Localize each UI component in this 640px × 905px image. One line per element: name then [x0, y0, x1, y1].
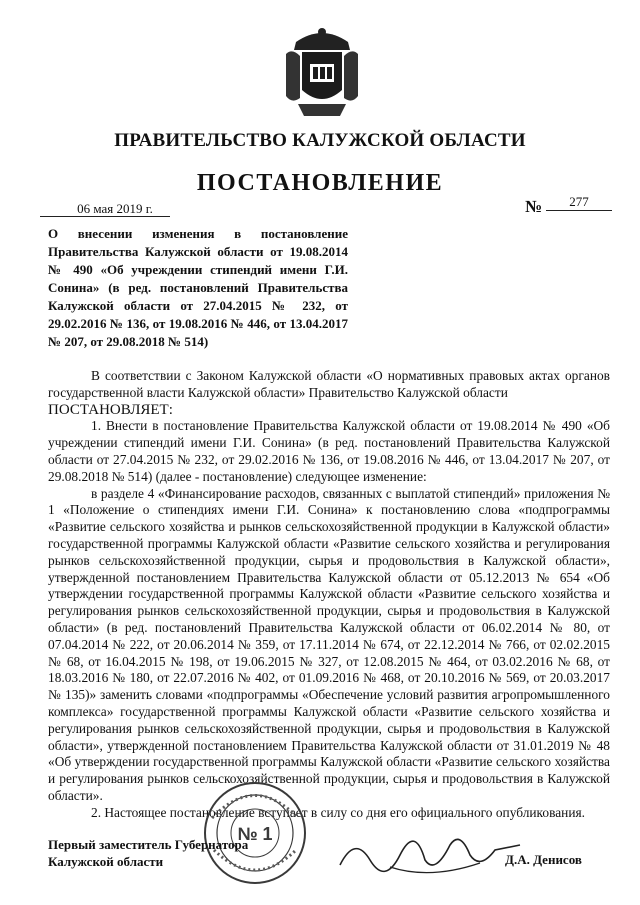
item-2-paragraph: 2. Настоящее постановление вступает в силу со дня его официального опубликования.: [91, 804, 585, 820]
preamble-paragraph: В соответствии с Законом Калужской области «О нормативных правовых актах органов государственной власти Калужской области» Правительство Калужской области: [48, 368, 610, 400]
number-label: №: [525, 197, 543, 216]
item-1-detail-paragraph: в разделе 4 «Финансирование расходов, связанных с выплатой стипендий» приложения № 1 «Положение о стипендиях имени Г.И. Сонина» к постановлению слова «подпрограммы «Развитие сельского хозяйства и рынков сельскохозяйственной продукции в Калужской области» государственной программы Калужской области «Развитие сельского хозяйства и регулирования рынков сельскохозяйственной продукции, сырья и продовольствия в Калужской области», утвержденной постановлением Правительства Калужской области от 05.12.2013 № 654 «Об утверждении государственной программы Калужской области «Развитие сельского хозяйства и регулирования рынков сельскохозяйственной продукции, сырья и продовольствия в Калужской области» (в ред. постановлений Правительства Калужской области от 06.02.2014 № 80, от 07.04.2014 № 222, от 20.06.2014 № 359, от 17.11.2014 № 674, от 22.12.2014 № 766, от 02.02.2015 № 68, от 16.04.2015 № 198, от 19.06.2015 № 327, от 12.08.2015 № 464, от 03.02.2016 № 68, от 18.03.2016 № 180, от 22.07.2016 № 402, от 01.09.2016 № 468, от 20.10.2016 № 569, от 20.03.2017 № 135)» заменить словами «подпрограммы «Обеспечение условий развития агропромышленного комплекса» государственной программы Калужской области «Развитие сельского хозяйства и регулирования рынков сельскохозяйственной продукции, сырья и продовольствия в Калужской области», утвержденной постановлением Правительства Калужской области от 31.01.2019 № 48 «Об утверждении государственной программы Калужской области «Развитие сельского хозяйства и регулирования рынков сельскохозяйственной продукции, сырья и продовольствия в Калужской области».: [48, 485, 610, 803]
signer-name: Д.А. Денисов: [505, 852, 582, 867]
official-stamp-icon: [200, 778, 310, 888]
item-1-paragraph: 1. Внести в постановление Правительства Калужской области от 19.08.2014 № 490 «Об учреждении стипендий имени Г.И. Сонина» (в ред. постановлений Правительства Калужской области от 27.04.2015 № 232, от 29.02.2016 № 136, от 19.08.2016 № 446, от 13.04.2017 № 207, от 29.08.2018 № 514) (далее - постановление) следующее изменение:: [48, 418, 610, 484]
handwritten-signature-icon: [330, 805, 530, 885]
document-body: [48, 368, 610, 822]
stamp-number: № 1: [237, 824, 273, 844]
coat-of-arms-icon: [282, 20, 362, 120]
document-type: ПОСТАНОВЛЕНИЕ: [196, 170, 444, 196]
resolves-heading: ПОСТАНОВЛЯЕТ:: [48, 401, 173, 418]
government-name: ПРАВИТЕЛЬСТВО КАЛУЖСКОЙ ОБЛАСТИ: [114, 130, 526, 151]
document-subject: О внесении изменения в постановление Правительства Калужской области от 19.08.2014 № 490 «Об учреждении стипендий имени Г.И. Сонина» (в ред. постановлений Правительства Калужской области от 27.04.2015 № 232, от 29.02.2016 № 136, от 19.08.2016 № 446, от 13.04.2017 № 207, от 29.08.2018 № 514): [48, 226, 348, 349]
signer-role: Первый заместитель Губернатора Калужской области: [48, 837, 249, 869]
document-date: 06 мая 2019 г.: [40, 202, 170, 217]
document-number: 277: [546, 194, 612, 211]
